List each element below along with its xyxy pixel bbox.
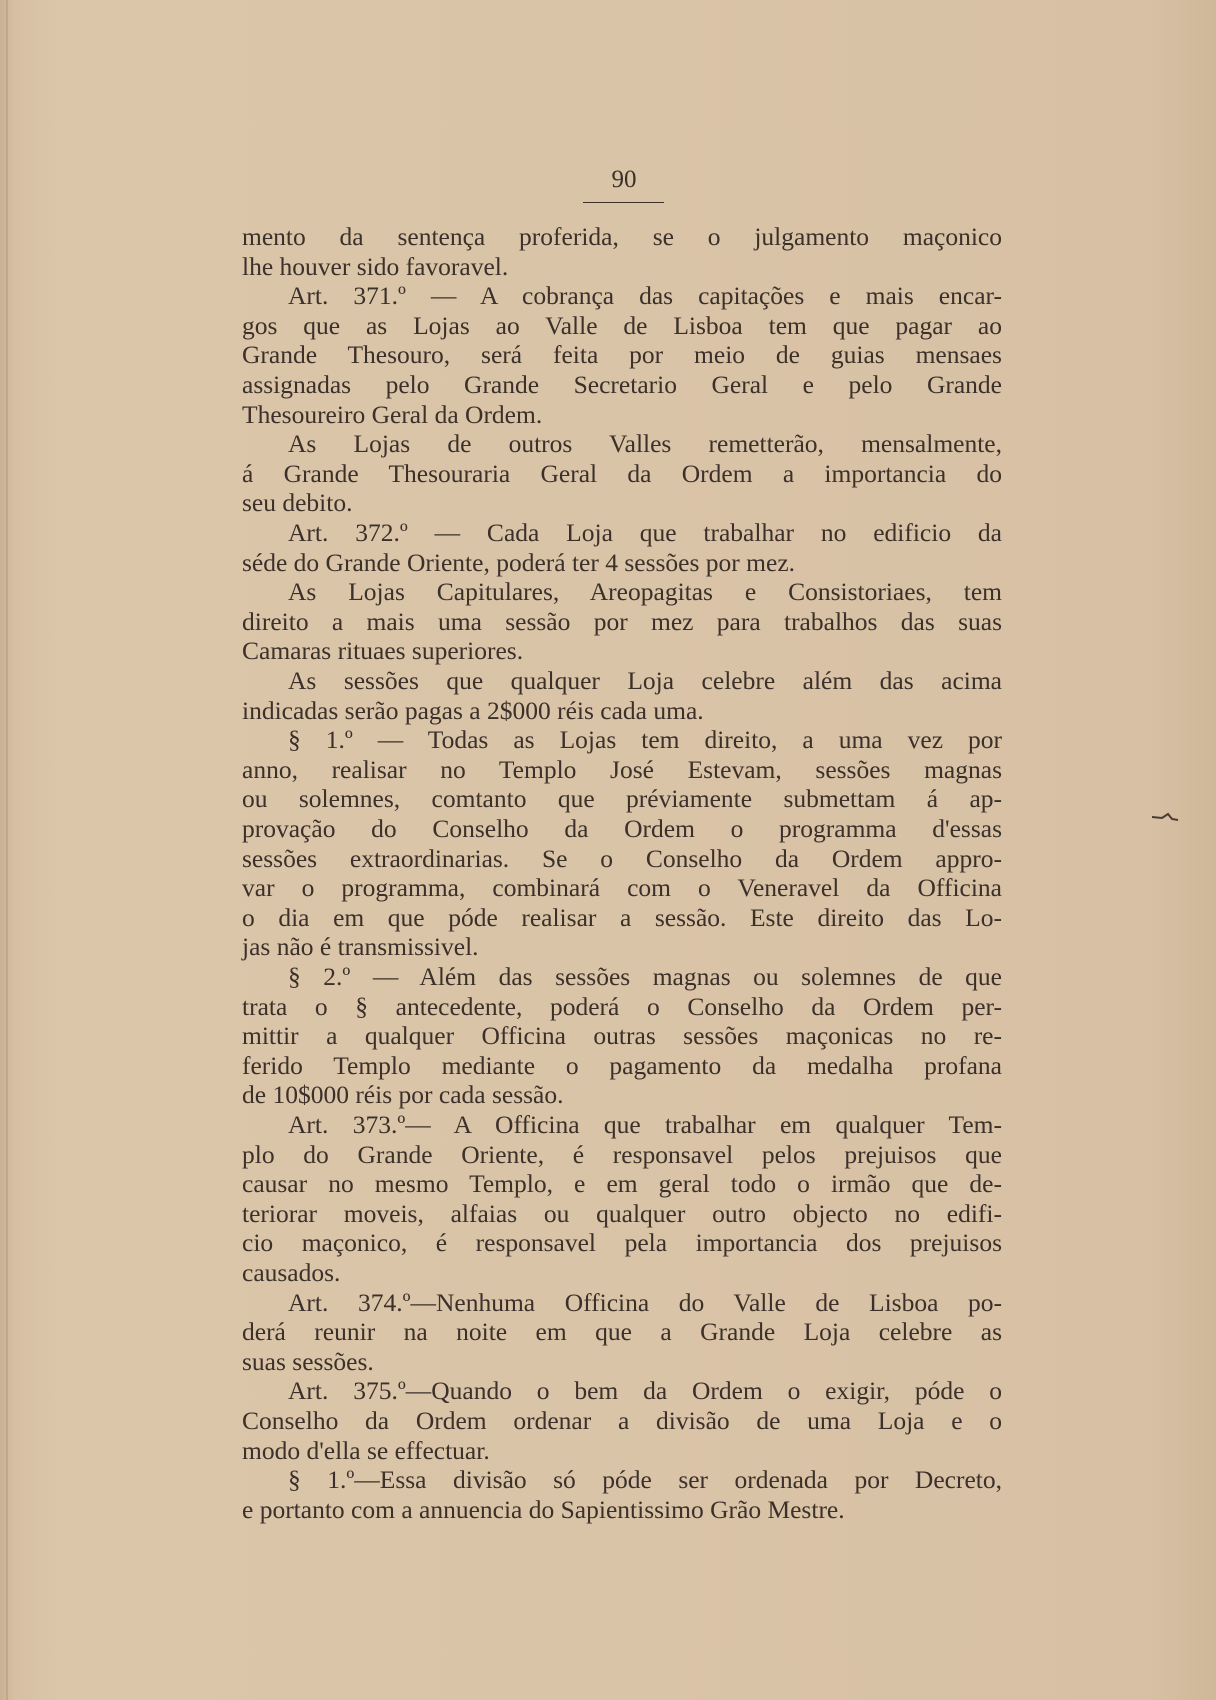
text-line: derá reunir na noite em que a Grande Loja celebre as [242, 1317, 1002, 1347]
text-line: plo do Grande Oriente, é responsavel pelos prejuisos que [242, 1139, 1002, 1169]
text-line: modo d'ella se effectuar. [242, 1435, 490, 1465]
text-line: As Lojas Capitulares, Areopagitas e Consistoriaes, tem [288, 577, 1002, 607]
text-line: gos que as Lojas ao Valle de Lisboa tem que pagar ao [242, 310, 1002, 340]
text-line: séde do Grande Oriente, poderá ter 4 sessões por mez. [242, 547, 796, 577]
text-line: As sessões que qualquer Loja celebre além das acima [288, 666, 1002, 695]
text-line: Camaras rituaes superiores. [242, 636, 524, 666]
text-line: direito a mais uma sessão por mez para trabalhos das suas [242, 606, 1002, 636]
text-line: seu debito. [242, 488, 353, 518]
text-line: Grande Thesouro, será feita por meio de guias mensaes [242, 340, 1002, 370]
text-line: de 10$000 réis por cada sessão. [242, 1080, 564, 1110]
text-line: Art. 374.º—Nenhuma Officina do Valle de Lisboa po- [288, 1287, 1002, 1317]
text-line: anno, realisar no Templo José Estevam, sessões magnas [242, 754, 1002, 784]
text-line: lhe houver sido favoravel. [242, 251, 509, 281]
text-line: var o programma, combinará com o Veneravel da Officina [242, 873, 1002, 903]
text-line: Conselho da Ordem ordenar a divisão de uma Loja e o [242, 1406, 1002, 1435]
text-line: teriorar moveis, alfaias ou qualquer outro objecto no edifi- [242, 1198, 1002, 1228]
page-number: 90 [611, 166, 637, 193]
text-line: provação do Conselho da Ordem o programma d'essas [242, 814, 1002, 843]
text-line: § 1.º—Essa divisão só póde ser ordenada por Decreto, [288, 1465, 1002, 1495]
text-line: causar no mesmo Templo, e em geral todo o irmão que de- [242, 1169, 1002, 1199]
text-line: sessões extraordinarias. Se o Conselho da Ordem appro- [242, 843, 1002, 873]
ink-mark-icon [1150, 812, 1180, 822]
text-line: Thesoureiro Geral da Ordem. [242, 399, 543, 429]
text-line: ferido Templo mediante o pagamento da medalha profana [242, 1050, 1002, 1080]
text-line: Art. 373.º— A Officina que trabalhar em qualquer Tem- [288, 1110, 1002, 1139]
text-line: cio maçonico, é responsavel pela importancia dos prejuisos [242, 1228, 1002, 1258]
text-line: ou solemnes, comtanto que préviamente submettam á ap- [242, 784, 1002, 814]
text-line: As Lojas de outros Valles remetterão, mensalmente, [288, 429, 1002, 459]
text-line: mento da sentença proferida, se o julgamento maçonico [242, 222, 1002, 251]
text-line: á Grande Thesouraria Geral da Ordem a importancia do [242, 458, 1002, 488]
text-line: § 1.º — Todas as Lojas tem direito, a uma vez por [288, 725, 1002, 755]
text-line: Art. 371.º — A cobrança das capitações e mais encar- [288, 281, 1002, 311]
text-line: suas sessões. [242, 1346, 374, 1376]
text-line: § 2.º — Além das sessões magnas ou solemnes de que [288, 962, 1002, 991]
text-line: Art. 372.º — Cada Loja que trabalhar no edificio da [288, 518, 1002, 547]
text-line: o dia em que póde realisar a sessão. Este direito das Lo- [242, 902, 1002, 932]
text-line: assignadas pelo Grande Secretario Geral e pelo Grande [242, 370, 1002, 399]
text-line: indicadas serão pagas a 2$000 réis cada uma. [242, 695, 704, 725]
page-number-rule [583, 202, 664, 203]
page-edge [6, 0, 8, 1700]
text-line: trata o § antecedente, poderá o Conselho da Ordem per- [242, 991, 1002, 1021]
text-line: jas não é transmissivel. [242, 932, 479, 962]
text-line: Art. 375.º—Quando o bem da Ordem o exigir, póde o [288, 1376, 1002, 1406]
text-line: mittir a qualquer Officina outras sessões maçonicas no re- [242, 1021, 1002, 1051]
text-line: e portanto com a annuencia do Sapientissimo Grão Mestre. [242, 1494, 845, 1524]
text-line: causados. [242, 1258, 341, 1287]
